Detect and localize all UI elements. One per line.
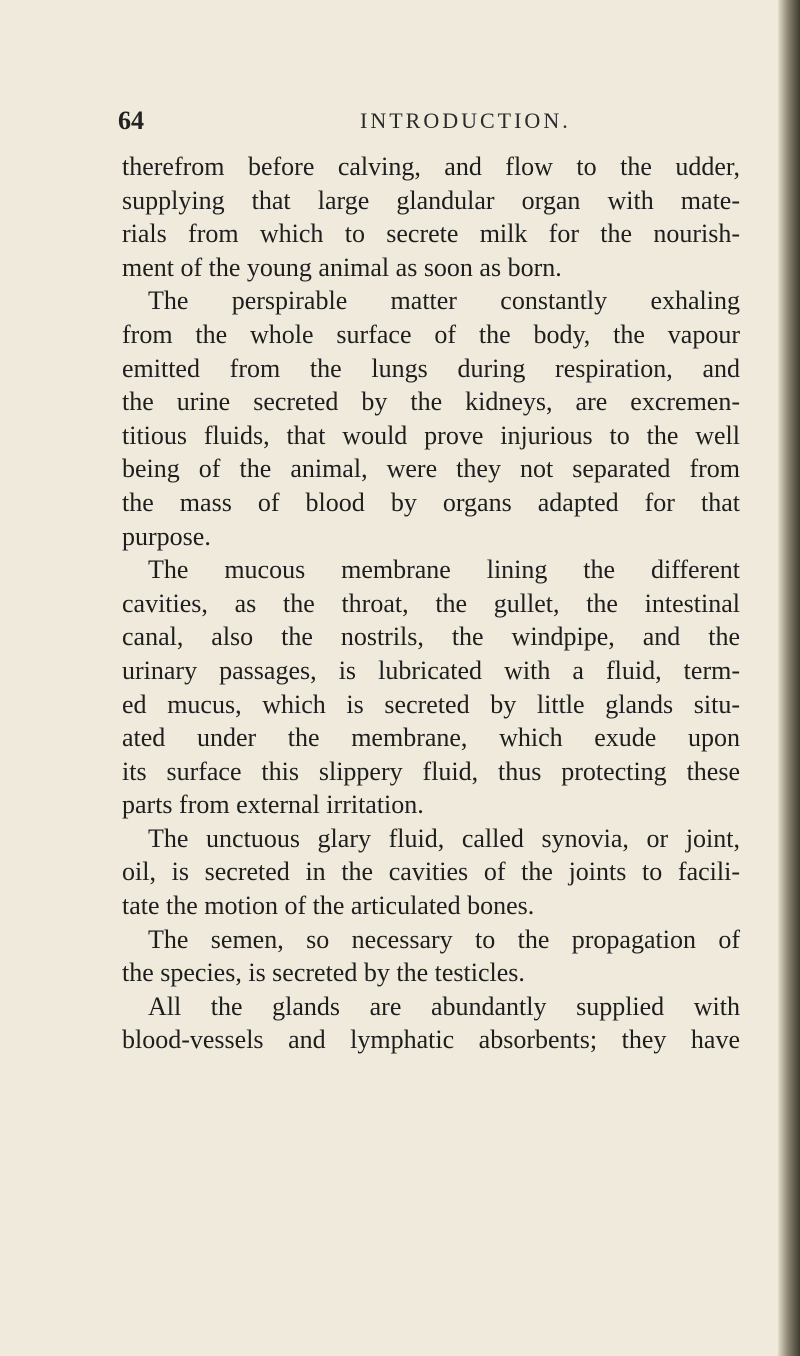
running-head — [118, 106, 718, 140]
text-line: the species, is secreted by the testicles. — [122, 958, 525, 988]
running-title: INTRODUCTION. — [360, 108, 571, 133]
text-line: titious fluids, that would prove injurious to the well — [122, 420, 740, 450]
text-line: parts from external irritation. — [122, 790, 424, 820]
text-line: supplying that large glandular organ with mate- — [122, 185, 740, 215]
page-number: 64 — [118, 106, 144, 135]
text-line: tate the motion of the articulated bones. — [122, 891, 535, 921]
text-line: therefrom before calving, and flow to the udder, — [122, 152, 740, 181]
text-line: The unctuous glary fluid, called synovia, or joint, — [148, 823, 740, 853]
text-line: canal, also the nostrils, the windpipe, and the — [122, 622, 740, 652]
text-line: purpose. — [122, 521, 211, 551]
text-line: the urine secreted by the kidneys, are excremen- — [122, 387, 740, 417]
text-line: oil, is secreted in the cavities of the joints to facili- — [122, 857, 740, 887]
text-line: The mucous membrane lining the different — [148, 555, 740, 585]
text-line: cavities, as the throat, the gullet, the intestinal — [122, 588, 740, 618]
text-line: from the whole surface of the body, the vapour — [122, 319, 740, 349]
text-line: ment of the young animal as soon as born. — [122, 252, 562, 282]
page-edge-shadow — [778, 0, 800, 1356]
text-line: urinary passages, is lubricated with a fluid, term- — [122, 655, 740, 685]
text-line: emitted from the lungs during respiration, and — [122, 353, 740, 383]
text-line: All the glands are abundantly supplied with — [148, 991, 740, 1021]
text-line: being of the animal, were they not separated from — [122, 454, 740, 484]
text-line: its surface this slippery fluid, thus protecting these — [122, 756, 740, 786]
text-line: The perspirable matter constantly exhaling — [148, 286, 740, 316]
text-line: ed mucus, which is secreted by little glands situ- — [122, 689, 740, 719]
body-text — [122, 150, 740, 1057]
text-line: ated under the membrane, which exude upon — [122, 723, 740, 753]
text-line: rials from which to secrete milk for the nourish- — [122, 219, 740, 249]
text-line: blood-vessels and lymphatic absorbents; they have — [122, 1025, 740, 1055]
text-line: the mass of blood by organs adapted for that — [122, 487, 740, 517]
text-line: The semen, so necessary to the propagation of — [148, 924, 740, 954]
